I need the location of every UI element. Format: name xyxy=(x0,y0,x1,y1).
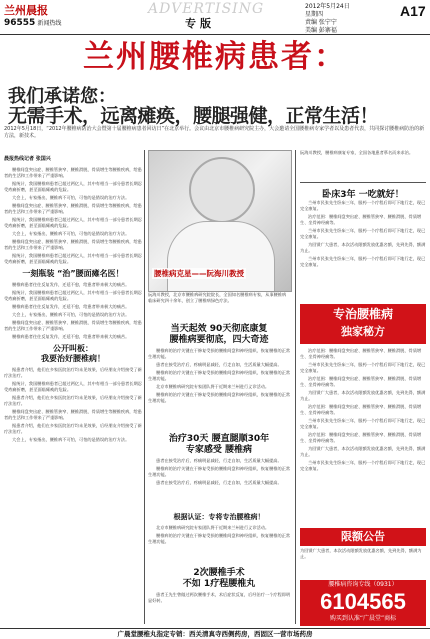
paragraph: 患者在接受治疗后，疼痛明显减轻，行走自如，生活质量大幅提高。 xyxy=(156,458,282,463)
paragraph: 患者在接受治疗后，疼痛明显减轻，行走自如，生活质量大幅提高。 xyxy=(156,362,282,367)
phone-label: 腰椎病咨询专线（0931） xyxy=(328,581,398,588)
mid-heading-2 xyxy=(148,434,290,456)
article-column-1 xyxy=(4,150,142,624)
paragraph: 据患者介绍，他们在多家医院治疗均未见效果，后经朋友介绍接受了新疗法治疗。 xyxy=(4,395,142,406)
paragraph: 腰椎病的治疗关键在于修复受损的腰椎间盘和神经组织，恢复腰椎的正常生理功能。 xyxy=(148,533,290,544)
notice-banner: 限额公告 xyxy=(300,528,426,546)
editor-credit: 责编 张宁宁 xyxy=(305,19,337,26)
paragraph: 治疗范围：腰椎间盘突出症、腰椎管狭窄、腰椎滑脱、骨质增生、坐骨神经痛等。 xyxy=(300,432,422,443)
page-number: A17 xyxy=(400,3,426,19)
issue-info xyxy=(305,3,350,35)
paragraph: 大会上，专家指出，腰椎病不可怕，可怕的是错误的治疗方法。 xyxy=(12,437,130,442)
portrait-coat xyxy=(167,221,275,292)
paragraph: 据统计，我国腰椎病患者已超过两亿人，其中有相当一部分患者长期忍受疼痛折磨，甚至面临瘫痪的危险。 xyxy=(4,181,142,192)
paragraph: 腰椎间盘突出症、腰椎管狭窄、腰椎滑脱、骨质增生等腰椎疾病，给患者的生活和工作带来了严重影响。 xyxy=(4,239,142,250)
paragraph: 兰州市民张先生卧床三年，服药一个疗程后即可下地行走，现已完全康复。 xyxy=(300,418,426,429)
paragraph: 腰椎病患者往往反复发作，迁延不愈，给患者带来极大的痛苦。 xyxy=(12,282,130,287)
paragraph: 治疗范围：腰椎间盘突出症、腰椎管狭窄、腰椎滑脱、骨质增生、坐骨神经痛等。 xyxy=(300,376,422,387)
headline: 兰州腰椎病患者： xyxy=(83,39,347,75)
hotline-label: 新闻热线 xyxy=(37,20,62,27)
paragraph: 腰椎病的治疗关键在于修复受损的腰椎间盘和神经组织，恢复腰椎的正常生理功能。 xyxy=(148,370,290,381)
article-column-2d xyxy=(148,592,290,624)
mid-heading-2-line1: 治疗30天 腰直腿顺30年 xyxy=(168,434,270,444)
column-divider xyxy=(295,150,296,624)
column-divider xyxy=(144,150,145,624)
side-article-1 xyxy=(300,200,426,300)
paragraph: 治疗范围：腰椎间盘突出症、腰椎管狭窄、腰椎滑脱、骨质增生、坐骨神经痛等。 xyxy=(300,404,422,415)
paragraph: 据统计，我国腰椎病患者已超过两亿人，其中有相当一部分患者长期忍受疼痛折磨，甚至面临瘫痪的危险。 xyxy=(4,290,142,301)
issue-weekday: 星期四 xyxy=(305,11,324,18)
paragraph: 据患者介绍，他们在多家医院治疗均未见效果，后经朋友介绍接受了新疗法治疗。 xyxy=(4,423,142,434)
paragraph: 据统计，我国腰椎病患者已超过两亿人，其中有相当一部分患者长期忍受疼痛折磨，甚至面临瘫痪的危险。 xyxy=(4,253,142,264)
paragraph: 腰椎间盘突出症、腰椎管狭窄、腰椎滑脱、骨质增生等腰椎疾病，给患者的生活和工作带来了严重影响。 xyxy=(4,409,142,420)
paragraph: 据统计，我国腰椎病患者已超过两亿人，其中有相当一部分患者长期忍受疼痛折磨，甚至面临瘫痪的危险。 xyxy=(4,217,142,228)
footer-bar: 广晨堂腰椎丸指定专销：西关清真寺西侧药房，西固区一营市场药房 xyxy=(0,628,430,639)
specialty-title: 专治腰椎病 xyxy=(332,307,393,321)
article-column-2a xyxy=(148,348,290,430)
paragraph: 据统计，我国腰椎病患者已超过两亿人，其中有相当一部分患者长期忍受疼痛折磨，甚至面临瘫痪的危险。 xyxy=(4,381,142,392)
specialty-subtitle: 独家秘方 xyxy=(341,325,385,338)
mid-heading-4-line1: 2次腰椎手术 xyxy=(193,568,245,578)
mid-heading-4 xyxy=(148,568,290,590)
masthead xyxy=(0,0,430,35)
portrait-head xyxy=(189,157,255,223)
paragraph: 腰椎病患者往往反复发作，迁延不愈，给患者带来极大的痛苦。 xyxy=(12,304,130,309)
paragraph: 北京市腰椎病研究院专家团队将于近期来兰州进行义诊活动。 xyxy=(156,525,270,530)
article-column-2c xyxy=(148,525,290,565)
section-heading xyxy=(4,344,142,364)
paragraph: 为回馈广大患者，本次活动限额发放优惠名额，先到先得，额满为止。 xyxy=(300,242,426,253)
paragraph: 治疗范围：腰椎间盘突出症、腰椎管狭窄、腰椎滑脱、骨质增生、坐骨神经痛等。 xyxy=(300,214,422,225)
paragraph: 腰椎间盘突出症、腰椎管狭窄、腰椎滑脱、骨质增生等腰椎疾病，给患者的生活和工作带来了严重影响。 xyxy=(4,203,142,214)
specialty-banner xyxy=(300,304,426,344)
paragraph: 患者在接受治疗后，疼痛明显减轻，行走自如，生活质量大幅提高。 xyxy=(156,480,282,485)
section-heading-line1: 公开叫板： xyxy=(53,344,93,353)
paragraph: 大会上，专家指出，腰椎病不可怕，可怕的是错误的治疗方法。 xyxy=(12,195,130,200)
mid-heading-2-line2: 专家感受 腰椎病 xyxy=(185,445,253,455)
subheadline-2: 无需手术，远离瘫痪，腰腿强健，正常生活！ xyxy=(8,105,379,127)
paragraph: 治疗范围：腰椎间盘突出症、腰椎管狭窄、腰椎滑脱、骨质增生、坐骨神经痛等。 xyxy=(300,348,422,359)
byline: 晨报热线记者 张国兴 xyxy=(4,156,51,162)
mid-heading-4-line2: 不如 1疗程腰椎丸 xyxy=(182,579,256,589)
lead-paragraph: 2012年5月18日，“2012年腰椎病防治大会暨第十届腰椎病患者回访日”在北京举行。会议由北京市腰椎病研究院主办，大会邀请全国腰椎病专家学者以及患者代表，共同探讨腰椎病防治的新方法，新技术。 xyxy=(4,126,425,139)
paragraph: 腰椎间盘突出症、腰椎管狭窄、腰椎滑脱、骨质增生等腰椎疾病，给患者的生活和工作带来了严重影响。 xyxy=(4,320,142,331)
paragraph: 为回馈广大患者，本次活动限额发放优惠名额，先到先得，额满为止。 xyxy=(300,390,426,401)
side-heading: 卧床3年 一吃就好！ xyxy=(322,190,404,200)
paragraph: 兰州市民张先生卧床三年，服药一个疗程后即可下地行走，现已完全康复。 xyxy=(300,200,426,211)
paragraph: 大会上，专家指出，腰椎病不可怕，可怕的是错误的治疗方法。 xyxy=(12,312,130,317)
paragraph: 兰州市民张先生卧床三年，服药一个疗程后即可下地行走，现已完全康复。 xyxy=(300,228,426,239)
hotline xyxy=(4,18,61,28)
mid-heading-1 xyxy=(148,324,290,346)
section-label: 专版 xyxy=(185,17,215,30)
paragraph: 据患者介绍，他们在多家医院治疗均未见效果，后经朋友介绍接受了新疗法治疗。 xyxy=(4,367,142,378)
paragraph: 腰椎间盘突出症、腰椎管狭窄、腰椎滑脱、骨质增生等腰椎疾病，给患者的生活和工作带来了严重影响。 xyxy=(4,167,142,178)
phone-note: 购买到认准“广晨堂”商标 xyxy=(329,615,397,622)
paragraph: 为回馈广大患者，本次活动限额发放优惠名额，先到先得，额满为止。 xyxy=(300,446,426,457)
notice-text: 为回馈广大患者，本次活动限额发放优惠名额，先到先得，额满为止。 xyxy=(300,548,422,559)
paragraph: 患者王先生曾做过两次腰椎手术，术后症状反复，后经治疗一个疗程即明显好转。 xyxy=(148,592,290,603)
photo-caption: 腰椎病克星——阮海川教授 xyxy=(154,269,244,278)
phone-number: 6104565 xyxy=(320,589,406,614)
paragraph: 腰椎病患者往往反复发作，迁延不愈，给患者带来极大的痛苦。 xyxy=(12,334,130,339)
paragraph: 大会上，专家指出，腰椎病不可怕，可怕的是错误的治疗方法。 xyxy=(12,231,130,236)
paragraph: 北京市腰椎病研究院专家团队将于近期来兰州进行义诊活动。 xyxy=(156,384,270,389)
subheadline-1: 我们承诺您： xyxy=(8,86,116,107)
newspaper-logo: 兰州晨报 xyxy=(4,4,48,17)
mid-heading-1-line2: 腰椎病要彻底，四大奇迹 xyxy=(169,335,269,345)
side-intro: 阮海川教授，腰椎病康复专家，全国各地患者慕名而来求治。 xyxy=(300,150,426,183)
mid-heading-3: 根据认证：专将专治腰椎病！ xyxy=(173,513,265,521)
designer-credit: 美编 彭寨福 xyxy=(305,27,337,34)
paragraph: 兰州市民张先生卧床三年，服药一个疗程后即可下地行走，现已完全康复。 xyxy=(300,362,426,373)
article-column-2b xyxy=(148,458,290,508)
side-article-2 xyxy=(300,348,426,526)
paragraph: 腰椎病的治疗关键在于修复受损的腰椎间盘和神经组织，恢复腰椎的正常生理功能。 xyxy=(148,392,290,403)
paragraph: 兰州市民张先生卧床三年，服药一个疗程后即可下地行走，现已完全康复。 xyxy=(300,256,426,267)
paragraph: 腰椎病的治疗关键在于修复受损的腰椎间盘和神经组织，恢复腰椎的正常生理功能。 xyxy=(148,466,290,477)
mid-heading-1-line1: 当天起效 90天彻底康复 xyxy=(170,324,268,334)
section-heading: 一刻瓶装 “治”腰面瘫名医！ xyxy=(22,269,124,278)
hotline-number: 96555 xyxy=(4,18,36,28)
section-heading-line2: 我要治好腰椎病！ xyxy=(41,354,105,363)
paragraph: 兰州市民张先生卧床三年，服药一个疗程后即可下地行走，现已完全康复。 xyxy=(300,460,426,471)
issue-date: 2012年5月24日 xyxy=(305,3,350,10)
paragraph: 腰椎病的治疗关键在于修复受损的腰椎间盘和神经组织，恢复腰椎的正常生理功能。 xyxy=(148,348,290,359)
advertising-watermark: ADVERTISING xyxy=(148,1,265,17)
doctor-intro: 阮海川教授，北京市腰椎病研究院院长，全国知名腰椎病专家，从事腰椎病临床研究四十余年，创立了腰椎病绿色疗法。 xyxy=(148,292,287,303)
phone-box xyxy=(300,580,426,626)
